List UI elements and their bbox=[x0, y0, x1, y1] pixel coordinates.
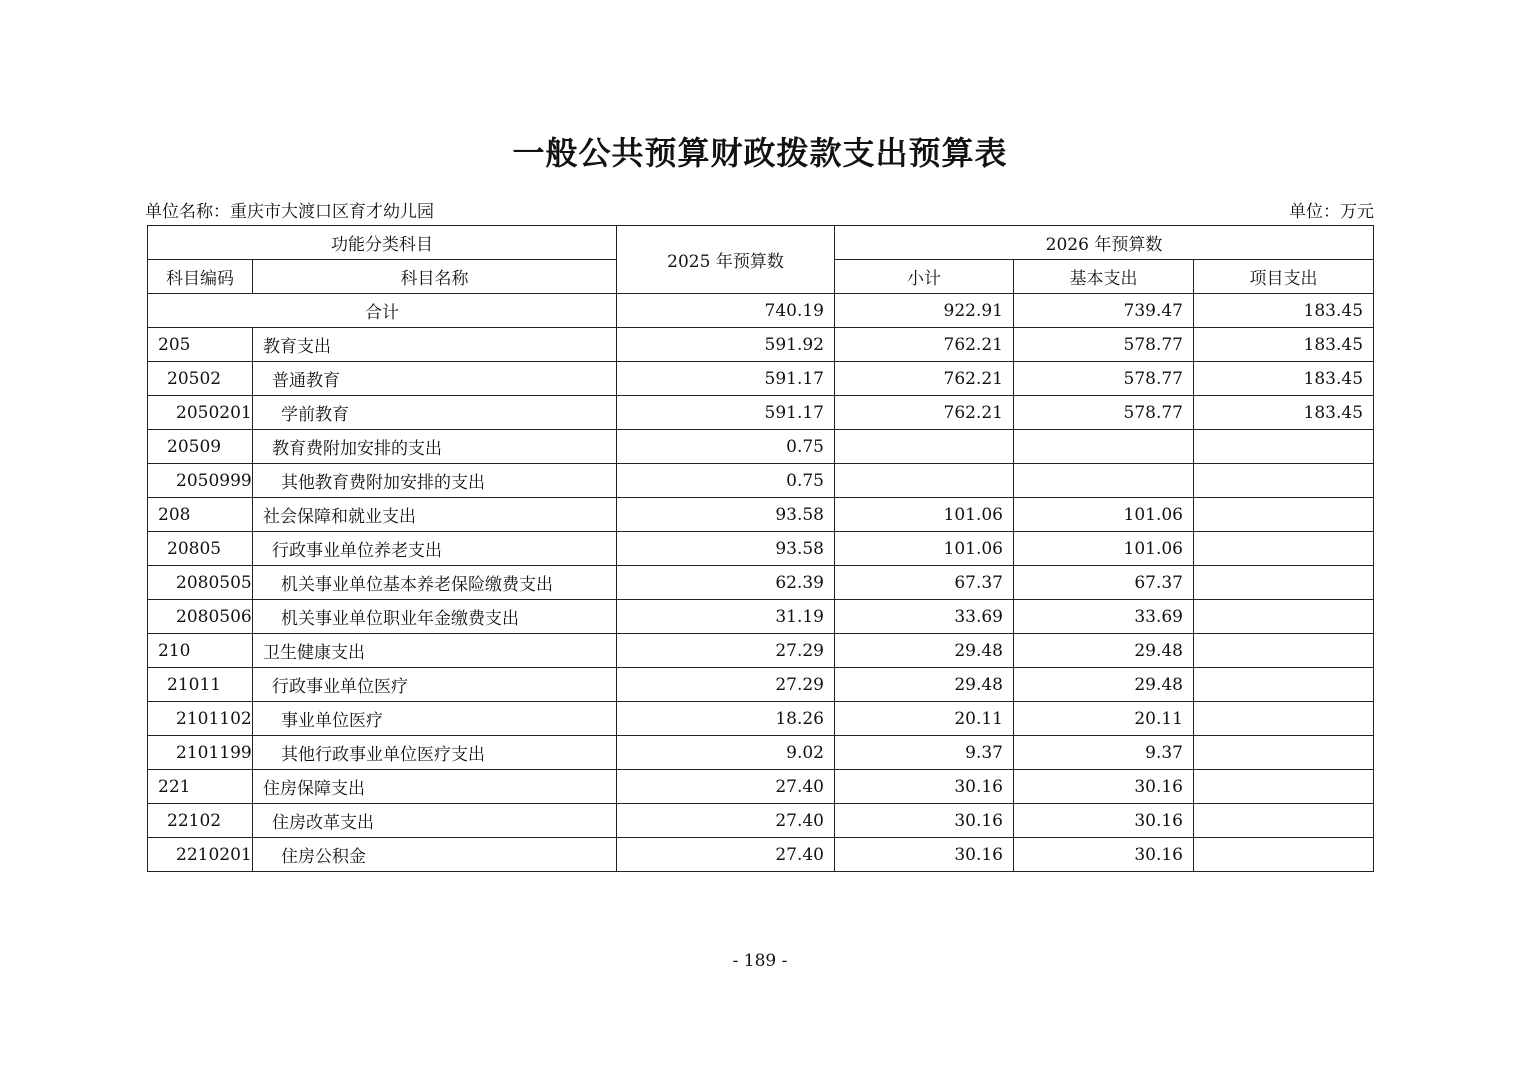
row-name: 住房保障支出 bbox=[253, 770, 617, 804]
table-row bbox=[148, 804, 1374, 838]
row-2025: 27.40 bbox=[617, 838, 835, 872]
unit-label: 单位：万元 bbox=[1289, 202, 1374, 222]
row-subtotal: 33.69 bbox=[835, 600, 1014, 634]
row-project bbox=[1194, 464, 1374, 498]
row-2025: 27.29 bbox=[617, 634, 835, 668]
table-row bbox=[148, 464, 1374, 498]
row-subtotal: 762.21 bbox=[835, 328, 1014, 362]
row-project bbox=[1194, 566, 1374, 600]
row-project bbox=[1194, 634, 1374, 668]
row-2025: 27.40 bbox=[617, 804, 835, 838]
row-code: 22102 bbox=[148, 804, 253, 838]
row-subtotal: 9.37 bbox=[835, 736, 1014, 770]
total-label: 合计 bbox=[148, 294, 617, 328]
table-row bbox=[148, 328, 1374, 362]
row-basic: 578.77 bbox=[1014, 362, 1194, 396]
row-basic: 30.16 bbox=[1014, 804, 1194, 838]
row-code: 2101199 bbox=[148, 736, 253, 770]
row-name: 机关事业单位基本养老保险缴费支出 bbox=[253, 566, 617, 600]
row-project bbox=[1194, 498, 1374, 532]
row-name: 机关事业单位职业年金缴费支出 bbox=[253, 600, 617, 634]
row-code: 2101102 bbox=[148, 702, 253, 736]
row-subtotal: 67.37 bbox=[835, 566, 1014, 600]
row-basic: 30.16 bbox=[1014, 770, 1194, 804]
row-basic: 20.11 bbox=[1014, 702, 1194, 736]
table-row bbox=[148, 634, 1374, 668]
row-code: 208 bbox=[148, 498, 253, 532]
total-basic: 739.47 bbox=[1014, 294, 1194, 328]
row-2025: 0.75 bbox=[617, 464, 835, 498]
row-subtotal: 29.48 bbox=[835, 668, 1014, 702]
row-subtotal: 101.06 bbox=[835, 498, 1014, 532]
row-basic: 101.06 bbox=[1014, 532, 1194, 566]
table-row bbox=[148, 532, 1374, 566]
row-project bbox=[1194, 770, 1374, 804]
row-subtotal bbox=[835, 464, 1014, 498]
row-code: 20509 bbox=[148, 430, 253, 464]
row-name: 行政事业单位医疗 bbox=[253, 668, 617, 702]
row-2025: 93.58 bbox=[617, 498, 835, 532]
row-basic: 30.16 bbox=[1014, 838, 1194, 872]
row-subtotal: 29.48 bbox=[835, 634, 1014, 668]
row-2025: 0.75 bbox=[617, 430, 835, 464]
row-basic: 578.77 bbox=[1014, 328, 1194, 362]
header-basic: 基本支出 bbox=[1014, 260, 1194, 294]
row-project bbox=[1194, 804, 1374, 838]
row-code: 21011 bbox=[148, 668, 253, 702]
header-project: 项目支出 bbox=[1194, 260, 1374, 294]
row-project bbox=[1194, 838, 1374, 872]
row-basic: 29.48 bbox=[1014, 634, 1194, 668]
row-name: 行政事业单位养老支出 bbox=[253, 532, 617, 566]
row-code: 2050999 bbox=[148, 464, 253, 498]
row-2025: 27.29 bbox=[617, 668, 835, 702]
row-project bbox=[1194, 532, 1374, 566]
budget-table bbox=[147, 225, 1374, 872]
row-code: 2210201 bbox=[148, 838, 253, 872]
row-subtotal: 762.21 bbox=[835, 396, 1014, 430]
row-project bbox=[1194, 668, 1374, 702]
row-name: 其他行政事业单位医疗支出 bbox=[253, 736, 617, 770]
row-name: 教育费附加安排的支出 bbox=[253, 430, 617, 464]
total-subtotal: 922.91 bbox=[835, 294, 1014, 328]
row-code: 221 bbox=[148, 770, 253, 804]
total-row bbox=[148, 294, 1374, 328]
unit-name: 单位名称：重庆市大渡口区育才幼儿园 bbox=[145, 202, 434, 222]
row-project: 183.45 bbox=[1194, 396, 1374, 430]
header-subtotal: 小计 bbox=[835, 260, 1014, 294]
row-2025: 27.40 bbox=[617, 770, 835, 804]
row-basic: 33.69 bbox=[1014, 600, 1194, 634]
row-project bbox=[1194, 430, 1374, 464]
row-name: 住房公积金 bbox=[253, 838, 617, 872]
row-name: 其他教育费附加安排的支出 bbox=[253, 464, 617, 498]
table-row bbox=[148, 702, 1374, 736]
table-row bbox=[148, 770, 1374, 804]
table-row bbox=[148, 498, 1374, 532]
row-2025: 591.17 bbox=[617, 362, 835, 396]
row-project: 183.45 bbox=[1194, 362, 1374, 396]
row-name: 教育支出 bbox=[253, 328, 617, 362]
row-code: 210 bbox=[148, 634, 253, 668]
total-project: 183.45 bbox=[1194, 294, 1374, 328]
page-number: - 189 - bbox=[732, 951, 788, 971]
table-row bbox=[148, 600, 1374, 634]
row-code: 2050201 bbox=[148, 396, 253, 430]
row-name: 住房改革支出 bbox=[253, 804, 617, 838]
header-budget-2026: 2026 年预算数 bbox=[835, 226, 1374, 260]
row-subtotal: 101.06 bbox=[835, 532, 1014, 566]
row-2025: 9.02 bbox=[617, 736, 835, 770]
table-row bbox=[148, 838, 1374, 872]
table-row bbox=[148, 566, 1374, 600]
header-budget-2025: 2025 年预算数 bbox=[617, 226, 835, 294]
budget-table-body bbox=[148, 226, 1374, 872]
row-basic: 9.37 bbox=[1014, 736, 1194, 770]
row-subtotal bbox=[835, 430, 1014, 464]
header-func-category: 功能分类科目 bbox=[148, 226, 617, 260]
row-basic bbox=[1014, 430, 1194, 464]
row-basic: 578.77 bbox=[1014, 396, 1194, 430]
table-row bbox=[148, 736, 1374, 770]
table-row bbox=[148, 430, 1374, 464]
row-name: 学前教育 bbox=[253, 396, 617, 430]
total-2025: 740.19 bbox=[617, 294, 835, 328]
row-name: 普通教育 bbox=[253, 362, 617, 396]
row-2025: 18.26 bbox=[617, 702, 835, 736]
header-code: 科目编码 bbox=[148, 260, 253, 294]
header-row-1 bbox=[148, 226, 1374, 260]
row-name: 社会保障和就业支出 bbox=[253, 498, 617, 532]
row-2025: 93.58 bbox=[617, 532, 835, 566]
row-subtotal: 30.16 bbox=[835, 838, 1014, 872]
table-row bbox=[148, 362, 1374, 396]
page-title: 一般公共预算财政拨款支出预算表 bbox=[512, 134, 1008, 172]
row-subtotal: 762.21 bbox=[835, 362, 1014, 396]
row-2025: 591.92 bbox=[617, 328, 835, 362]
row-code: 2080506 bbox=[148, 600, 253, 634]
row-basic bbox=[1014, 464, 1194, 498]
row-basic: 29.48 bbox=[1014, 668, 1194, 702]
table-row bbox=[148, 668, 1374, 702]
row-subtotal: 20.11 bbox=[835, 702, 1014, 736]
row-basic: 101.06 bbox=[1014, 498, 1194, 532]
row-2025: 591.17 bbox=[617, 396, 835, 430]
row-subtotal: 30.16 bbox=[835, 770, 1014, 804]
row-project: 183.45 bbox=[1194, 328, 1374, 362]
row-code: 20502 bbox=[148, 362, 253, 396]
row-project bbox=[1194, 600, 1374, 634]
row-code: 2080505 bbox=[148, 566, 253, 600]
row-project bbox=[1194, 702, 1374, 736]
row-2025: 62.39 bbox=[617, 566, 835, 600]
row-code: 205 bbox=[148, 328, 253, 362]
row-subtotal: 30.16 bbox=[835, 804, 1014, 838]
row-name: 事业单位医疗 bbox=[253, 702, 617, 736]
row-code: 20805 bbox=[148, 532, 253, 566]
row-project bbox=[1194, 736, 1374, 770]
header-name: 科目名称 bbox=[253, 260, 617, 294]
row-name: 卫生健康支出 bbox=[253, 634, 617, 668]
row-basic: 67.37 bbox=[1014, 566, 1194, 600]
row-2025: 31.19 bbox=[617, 600, 835, 634]
table-row bbox=[148, 396, 1374, 430]
